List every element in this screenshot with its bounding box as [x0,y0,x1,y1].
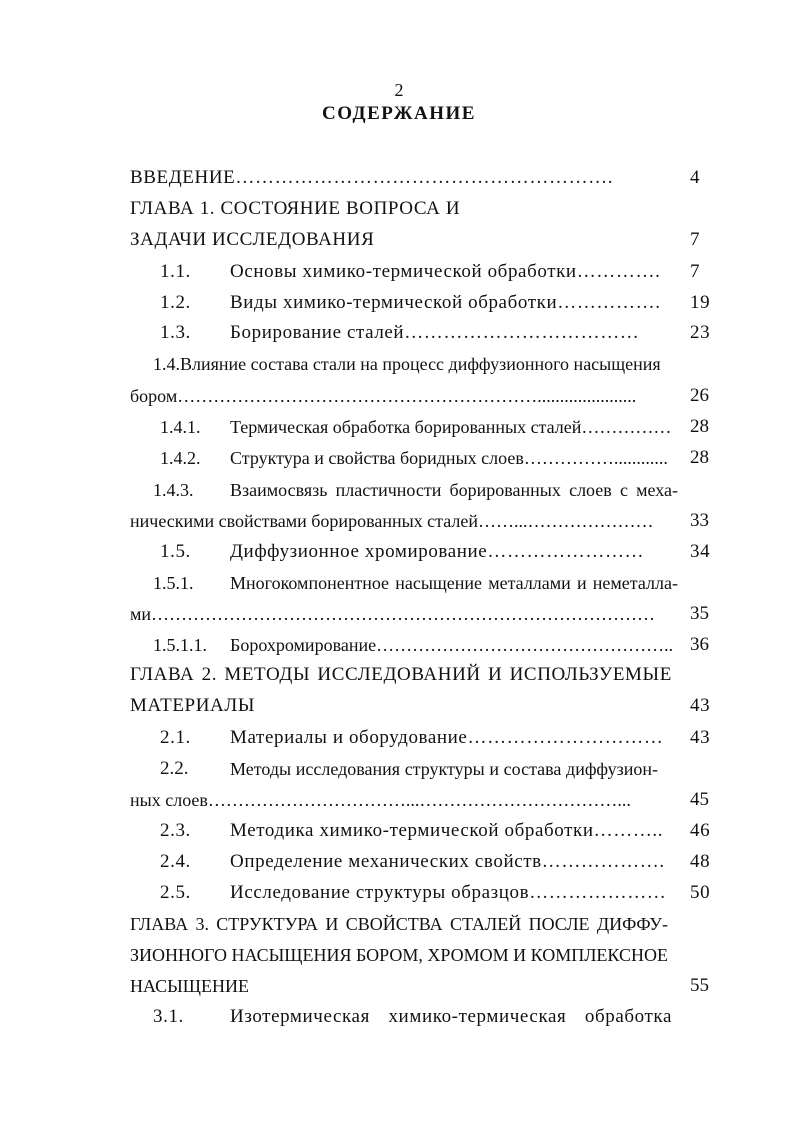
toc-title: ГЛАВА 1. СОСТОЯНИЕ ВОПРОСА И [130,198,461,219]
toc-section-number: 1.5.1.1. [153,635,207,655]
toc-title [230,571,678,595]
toc-word: ИСПОЛЬЗУЕМЫЕ [509,664,672,685]
toc-section-number: 1.5. [160,541,191,562]
toc-section-number: 2.5. [160,882,191,903]
toc-section-number: 1.5.1. [153,573,194,593]
toc-word: ЗИОННОГО [130,945,227,965]
toc-word: Изотермическая [230,1006,370,1027]
toc-word: И [325,914,339,934]
toc-title [230,757,658,781]
toc-page-number: 46 [690,820,711,841]
toc-word: металлами [488,573,571,593]
toc-page-number: 19 [690,292,711,313]
toc-title: Материалы и оборудование………………………… [230,727,664,748]
toc-section-number: 3.1. [153,1006,184,1027]
toc-word: структуры [404,759,485,779]
toc-word: ПОСЛЕ [528,914,590,934]
toc-section-number: 1.2. [160,292,191,313]
toc-page-number: 23 [690,322,711,343]
toc-title: Термическая обработка борированных сталей…………… [230,417,672,437]
toc-word: ГЛАВА [130,664,195,685]
toc-word: и [489,759,500,779]
toc-word: химико-термическая [388,1006,567,1027]
toc-word: МЕТОДЫ [224,664,311,685]
toc-page-number: 48 [690,851,711,872]
toc-page-number: 28 [690,447,709,468]
toc-title: бором……………………………………………………...................... [130,386,637,406]
toc-title: Диффузионное хромирование…………………… [230,541,645,562]
toc-title: НАСЫЩЕНИЕ [130,976,249,996]
toc-title: ническими свойствами борированных сталей……...………………… [130,511,654,531]
toc-section-number: 2.4. [160,851,191,872]
toc-word: БОРОМ, [355,945,423,965]
toc-word: ГЛАВА [130,914,189,934]
toc-page-number: 50 [690,882,711,903]
toc-title: ЗАДАЧИ ИССЛЕДОВАНИЯ [130,229,375,250]
toc-word: 2. [201,664,218,685]
toc-title: Исследование структуры образцов………………… [230,882,667,903]
toc-word: исследования [295,759,401,779]
toc-word: насыщение [395,573,483,593]
toc-page-number: 33 [690,510,709,531]
toc-word: обработка [584,1006,672,1027]
toc-title: Виды химико-термической обработки……………. [230,292,661,313]
toc-word: Многокомпонентное [230,573,390,593]
toc-title: Определение механических свойств………………. [230,851,665,872]
toc-word: пластичности [335,480,442,500]
toc-title: Борирование сталей……………………………… [230,322,640,343]
toc-page-number: 28 [690,416,709,437]
toc-title: МАТЕРИАЛЫ [130,695,256,716]
toc-word: Взаимосвязь [230,480,328,500]
toc-title: Основы химико-термической обработки…………. [230,261,661,282]
toc-word: Методы [230,759,292,779]
toc-word: меха- [636,480,678,500]
page-title: СОДЕРЖАНИЕ [322,103,476,124]
toc-page-number: 43 [690,727,711,748]
toc-word: с [619,480,628,500]
toc-title [130,912,668,936]
toc-word: неметалла- [592,573,678,593]
toc-word: СВОЙСТВА [345,914,443,934]
toc-word: ХРОМОМ [427,945,509,965]
toc-page-number: 7 [690,229,701,250]
toc-title: Борохромирование………………………………………….. [230,635,674,655]
toc-word: слоев [569,480,612,500]
toc-word: И [513,945,527,965]
toc-section-number: 1.4.2. [160,448,201,468]
toc-title: 1.4.Влияние состава стали на процесс диффузионного насыщения [153,354,661,374]
toc-section-number: 1.4.3. [153,480,194,500]
toc-word: КОМПЛЕКСНОЕ [530,945,668,965]
toc-section-number: 1.3. [160,322,191,343]
toc-page-number: 35 [690,603,709,624]
toc-title: ми………………………………………………………………………… [130,604,656,624]
toc-word: и [576,573,587,593]
toc-title: ВВЕДЕНИЕ…………………………………………………. [130,167,614,188]
toc-word: ДИФФУ- [596,914,668,934]
toc-page-number: 34 [690,541,711,562]
toc-word: И [488,664,503,685]
toc-word: ИССЛЕДОВАНИЙ [317,664,481,685]
toc-section-number: 2.3. [160,820,191,841]
toc-title: Методика химико-термической обработки……….. [230,820,664,841]
toc-page-number: 26 [690,385,709,406]
toc-word: состава [503,759,562,779]
toc-word: борированных [449,480,561,500]
toc-section-number: 2.1. [160,727,191,748]
toc-title [230,1005,672,1029]
toc-title: ных слоев……………………………...……………………………... [130,790,631,810]
page-number: 2 [394,80,404,100]
toc-title [130,663,672,687]
toc-title [230,478,678,502]
toc-word: СТРУКТУРА [216,914,319,934]
toc-title: Структура и свойства боридных слоев……………............ [230,448,668,468]
toc-section-number: 2.2. [160,758,189,779]
toc-word: 3. [195,914,209,934]
toc-section-number: 1.1. [160,261,191,282]
toc-page-number: 7 [690,261,701,282]
toc-page-number: 4 [690,167,701,188]
toc-page-number: 45 [690,789,709,810]
toc-section-number: 1.4.1. [160,417,201,437]
toc-word: СТАЛЕЙ [449,914,522,934]
toc-page-number: 55 [690,975,709,996]
toc-word: диффузион- [566,759,658,779]
toc-page-number: 36 [690,634,709,655]
toc-word: НАСЫЩЕНИЯ [231,945,352,965]
toc-title [130,943,668,967]
toc-page-number: 43 [690,695,711,716]
